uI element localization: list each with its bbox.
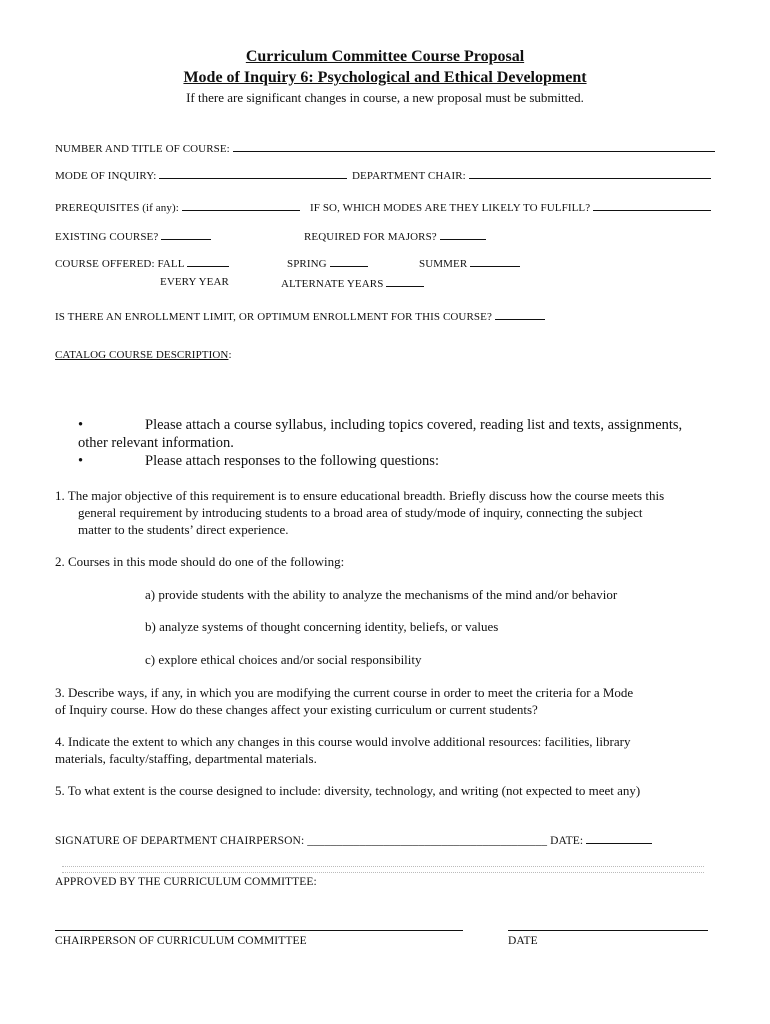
alternate-years-label: ALTERNATE YEARS [281,278,384,290]
question-3-cont: of Inquiry course. How do these changes affect your existing curriculum or current students? [55,702,538,717]
question-1-cont: general requirement by introducing students to a broad area of study/mode of inquiry, connecting the subject [78,505,643,520]
bullet-1-symbol: • [78,417,84,433]
question-5: 5. To what extent is the course designed to include: diversity, technology, and writing (not expected to meet any) [55,783,641,798]
chair-signature-row [55,833,652,847]
department-chair-field[interactable] [469,168,711,179]
separator [62,866,704,873]
signature-date-label: DATE: [550,835,584,847]
every-year-label: EVERY YEAR [160,276,229,288]
committee-chair-label: CHAIRPERSON OF CURRICULUM COMMITTEE [55,935,307,947]
summer-row [419,256,520,270]
approved-label: APPROVED BY THE CURRICULUM COMMITTEE: [55,876,317,888]
modes-fulfill-label: IF SO, WHICH MODES ARE THEY LIKELY TO FULFILL? [310,202,591,214]
enrollment-limit-field[interactable] [495,309,545,320]
question-3: 3. Describe ways, if any, in which you are modifying the current course in order to meet the criteria for a Mode [55,685,634,700]
prerequisites-label: PREREQUISITES (if any): [55,202,179,214]
bullet-2-text: Please attach responses to the following questions: [145,453,439,469]
mode-row [55,168,347,182]
fall-field[interactable] [187,256,229,267]
question-2c: c) explore ethical choices and/or social responsibility [145,652,422,667]
question-4: 4. Indicate the extent to which any changes in this course would involve additional resources: facilities, library [55,734,631,749]
summer-field[interactable] [470,256,520,267]
spring-row [287,256,368,270]
form-title: Curriculum Committee Course Proposal [245,48,525,65]
catalog-row [55,349,232,361]
bullet-1-text: Please attach a course syllabus, including topics covered, reading list and texts, assignments, [145,417,683,433]
enrollment-row [55,309,545,323]
question-4-cont: materials, faculty/staffing, departmental materials. [55,751,317,766]
catalog-description-label: CATALOG COURSE DESCRIPTION [55,349,229,361]
mode-of-inquiry-field[interactable] [159,168,347,179]
question-1-cont-2: matter to the students’ direct experience. [78,522,289,537]
existing-row [55,229,211,243]
number-title-row [55,141,715,155]
existing-course-label: EXISTING COURSE? [55,231,159,243]
question-2a: a) provide students with the ability to analyze the mechanisms of the mind and/or behavior [145,587,618,602]
catalog-colon: : [228,349,232,361]
prereq-row [55,200,300,214]
number-title-field[interactable] [233,141,715,152]
signature-date-field[interactable] [586,833,652,844]
number-title-label: NUMBER AND TITLE OF COURSE: [55,143,230,155]
revision-note: If there are significant changes in course, a new proposal must be submitted. [186,90,584,105]
spring-label: SPRING [287,258,327,270]
chair-row [352,168,711,182]
committee-date-label: DATE [508,935,538,947]
modes-row [310,200,711,214]
summer-label: SUMMER [419,258,468,270]
fall-row [55,256,229,270]
required-majors-field[interactable] [440,229,486,240]
committee-date-line[interactable] [508,930,708,931]
course-offered-label: COURSE OFFERED: FALL [55,258,185,270]
bullet-2-symbol: • [78,453,84,469]
alternate-row [281,276,424,290]
spring-field[interactable] [330,256,368,267]
question-2: 2. Courses in this mode should do one of the following: [55,554,345,569]
bullet-1-text-cont: other relevant information. [78,435,234,451]
existing-course-field[interactable] [161,229,211,240]
question-2b: b) analyze systems of thought concerning identity, beliefs, or values [145,619,499,634]
alternate-years-field[interactable] [386,276,424,287]
prerequisites-field[interactable] [182,200,300,211]
modes-fulfill-field[interactable] [593,200,711,211]
question-1: 1. The major objective of this requirement is to ensure educational breadth. Briefly discuss how the course meets this [55,488,665,503]
department-chair-label: DEPARTMENT CHAIR: [352,170,466,182]
required-majors-label: REQUIRED FOR MAJORS? [304,231,437,243]
mode-of-inquiry-label: MODE OF INQUIRY: [55,170,157,182]
enrollment-limit-label: IS THERE AN ENROLLMENT LIMIT, OR OPTIMUM ENROLLMENT FOR THIS COURSE? [55,311,492,323]
form-subtitle: Mode of Inquiry 6: Psychological and Ethical Development [183,69,587,86]
required-row [304,229,486,243]
chair-signature-label: SIGNATURE OF DEPARTMENT CHAIRPERSON: _________________________________________ [55,835,548,847]
committee-chair-signature-line[interactable] [55,930,463,931]
